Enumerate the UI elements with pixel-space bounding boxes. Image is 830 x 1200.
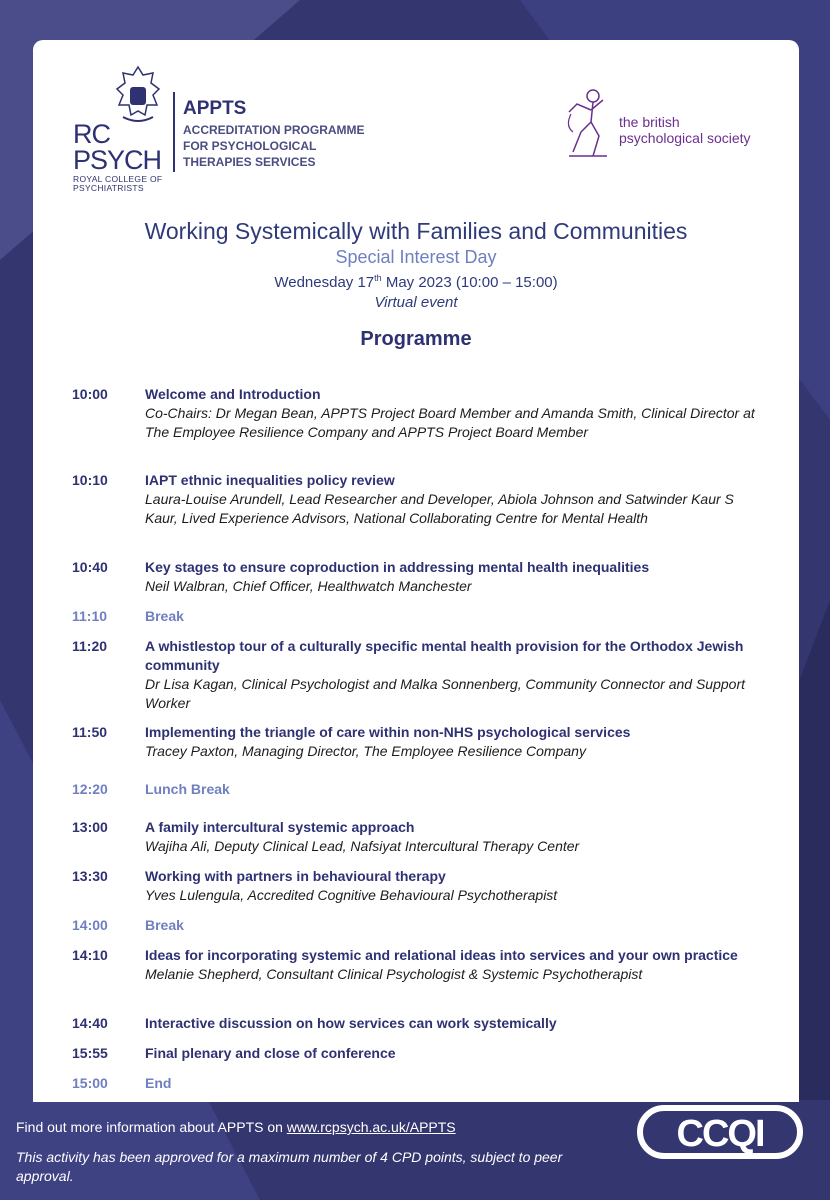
agenda-time: 12:20	[72, 781, 108, 797]
agenda-time: 15:55	[72, 1045, 108, 1061]
agenda-title: End	[145, 1075, 172, 1091]
agenda-title: Key stages to ensure coproduction in addressing mental health inequalities	[145, 559, 650, 575]
agenda-content	[145, 867, 765, 905]
bps-line2: psychological society	[619, 130, 751, 146]
agenda-content	[145, 946, 765, 984]
appts-sub-line2: FOR PSYCHOLOGICAL	[183, 139, 317, 153]
agenda-time: 10:10	[72, 472, 108, 488]
agenda-time: 11:20	[72, 638, 108, 654]
agenda-time: 14:40	[72, 1015, 108, 1031]
agenda-time: 13:30	[72, 868, 108, 884]
agenda-speakers: Laura-Louise Arundell, Lead Researcher and Developer, Abiola Johnson and Satwinder Kaur S Kaur, Lived Experience Advisors, National Collaborating Centre for Mental Health	[145, 491, 734, 526]
agenda-time: 10:40	[72, 559, 108, 575]
event-date-sup: th	[374, 273, 382, 283]
agenda-content	[145, 780, 765, 799]
agenda-title: Final plenary and close of conference	[145, 1045, 396, 1061]
agenda-title: Interactive discussion on how services can work systemically	[145, 1015, 557, 1031]
programme-card	[33, 40, 799, 1102]
agenda-speakers: Co-Chairs: Dr Megan Bean, APPTS Project Board Member and Amanda Smith, Clinical Director at The Employee Resilience Company and APPTS Project Board Member	[145, 405, 755, 440]
event-subtitle: Special Interest Day	[335, 247, 497, 267]
agenda-content	[145, 385, 765, 442]
agenda-content	[145, 818, 765, 856]
agenda-time: 15:00	[72, 1075, 108, 1091]
agenda-time: 11:10	[72, 608, 108, 624]
appts-sub-line1: ACCREDITATION PROGRAMME	[183, 123, 365, 137]
agenda-time: 14:10	[72, 947, 108, 963]
agenda-list	[33, 40, 799, 1102]
rc-sub-line1: ROYAL COLLEGE OF	[73, 174, 163, 184]
agenda-content	[145, 471, 765, 528]
appts-title: APPTS	[183, 98, 247, 119]
agenda-speakers: Melanie Shepherd, Consultant Clinical Psychologist & Systemic Psychotherapist	[145, 966, 643, 982]
agenda-title: Lunch Break	[145, 781, 230, 797]
agenda-content	[145, 723, 765, 761]
agenda-content	[145, 637, 765, 713]
agenda-content	[145, 916, 765, 935]
footer-info-text: Find out more information about APPTS on	[16, 1119, 287, 1135]
footer-info	[16, 1118, 456, 1136]
agenda-speakers: Yves Lulengula, Accredited Cognitive Behavioural Psychotherapist	[145, 887, 558, 903]
agenda-content	[145, 1074, 765, 1093]
agenda-speakers: Wajiha Ali, Deputy Clinical Lead, Nafsiyat Intercultural Therapy Center	[145, 838, 580, 854]
programme-heading: Programme	[360, 328, 472, 350]
bps-line1: the british	[619, 114, 680, 130]
agenda-speakers: Dr Lisa Kagan, Clinical Psychologist and Malka Sonnenberg, Community Connector and Support Worker	[145, 676, 745, 711]
rc-sub-line2: PSYCHIATRISTS	[73, 183, 144, 193]
event-title: Working Systemically with Families and Communities	[144, 218, 688, 244]
appts-sub-line3: THERAPIES SERVICES	[183, 155, 316, 169]
agenda-title: Implementing the triangle of care within non-NHS psychological services	[145, 724, 631, 740]
event-date-prefix: Wednesday 17	[274, 274, 375, 291]
agenda-speakers: Tracey Paxton, Managing Director, The Employee Resilience Company	[145, 743, 586, 759]
ccqi-logo	[636, 1104, 806, 1160]
agenda-title: Break	[145, 917, 184, 933]
agenda-title: Welcome and Introduction	[145, 386, 321, 402]
agenda-title: Working with partners in behavioural therapy	[145, 868, 446, 884]
agenda-time: 11:50	[72, 724, 108, 740]
agenda-title: A family intercultural systemic approach	[145, 819, 415, 835]
agenda-speakers: Neil Walbran, Chief Officer, Healthwatch Manchester	[145, 578, 472, 594]
agenda-content	[145, 1044, 765, 1063]
agenda-time: 13:00	[72, 819, 108, 835]
agenda-title: IAPT ethnic inequalities policy review	[145, 472, 395, 488]
agenda-content	[145, 558, 765, 596]
event-format: Virtual event	[374, 294, 458, 311]
agenda-time: 14:00	[72, 917, 108, 933]
cpd-note: This activity has been approved for a maximum number of 4 CPD points, subject to peer approval.	[16, 1149, 563, 1184]
event-date-suffix: May 2023 (10:00 – 15:00)	[381, 274, 558, 291]
appts-website-link[interactable]: www.rcpsych.ac.uk/APPTS	[286, 1119, 456, 1135]
ccqi-logo-text: CCQI	[676, 1113, 764, 1155]
agenda-time: 10:00	[72, 386, 108, 402]
agenda-title: Ideas for incorporating systemic and relational ideas into services and your own practice	[145, 947, 738, 963]
agenda-content	[145, 1014, 765, 1033]
rc-line2: PSYCH	[73, 145, 162, 175]
agenda-content	[145, 607, 765, 626]
footer	[0, 1102, 830, 1200]
agenda-title: A whistlestop tour of a culturally specific mental health provision for the Orthodox Jewish community	[145, 638, 744, 673]
agenda-title: Break	[145, 608, 184, 624]
rc-line1: RC	[73, 119, 110, 149]
